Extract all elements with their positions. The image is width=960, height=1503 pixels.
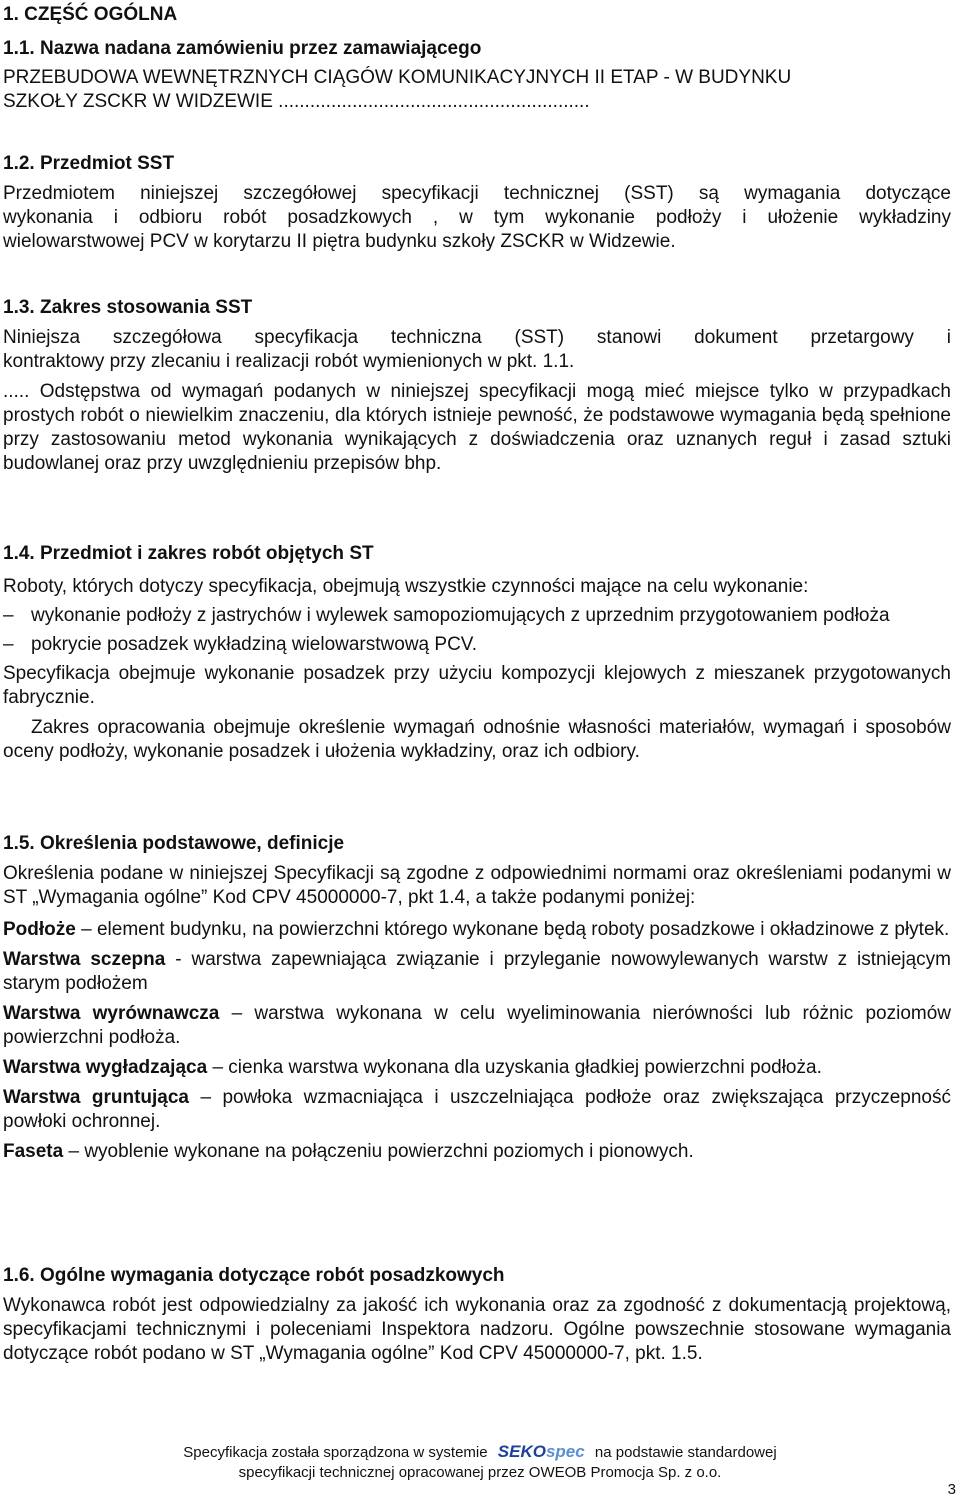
paragraph: Specyfikacja obejmuje wykonanie posadzek przy użyciu kompozycji klejowych z mieszanek przygotowanych fabrycznie. (3, 663, 951, 708)
sekospec-logo (498, 1442, 585, 1462)
definition-term: Warstwa wygładzająca (3, 1057, 208, 1078)
section-1-3 (3, 296, 951, 476)
section-1-1 (3, 37, 951, 114)
section-heading: 1.3. Zakres stosowania SST (3, 297, 253, 318)
paragraph: Roboty, których dotyczy specyfikacja, obejmują wszystkie czynności mające na celu wykonanie: (3, 576, 809, 597)
definition-term: Warstwa wyrównawcza (3, 1003, 220, 1024)
logo-part-spec: spec (545, 1442, 585, 1461)
definition-text: – element budynku, na powierzchni którego wykonane będą roboty posadzkowe i okładzinowe z płytek. (75, 919, 950, 940)
definition (3, 1086, 951, 1134)
list-item (3, 633, 951, 657)
page-number: 3 (947, 1481, 956, 1498)
list-item-text: pokrycie posadzek wykładziną wielowarstwową PCV. (31, 634, 477, 655)
contract-title-line: SZKOŁY ZSCKR W WIDZEWIE ........................................................... (3, 91, 590, 112)
section-1-5 (3, 832, 951, 1164)
definition-term: Podłoże (3, 919, 76, 940)
definition (3, 1002, 951, 1050)
section-heading: 1.1. Nazwa nadana zamówieniu przez zamawiającego (3, 38, 482, 59)
definition-text: – cienka warstwa wykonana dla uzyskania gładkiej powierzchni podłoża. (207, 1057, 822, 1078)
section-heading: 1.4. Przedmiot i zakres robót objętych ST (3, 543, 374, 564)
section-1-4 (3, 542, 951, 764)
section-heading: 1. CZĘŚĆ OGÓLNA (3, 4, 178, 25)
footer-text: na podstawie standardowej (594, 1444, 777, 1461)
definition (3, 918, 951, 942)
page-footer (0, 1442, 960, 1483)
paragraph: Wykonawca robót jest odpowiedzialny za jakość ich wykonania oraz za zgodność z dokumentacją projektową, specyfikacjami technicznymi i poleceniami Inspektora nadzoru. Ogólne powszechnie stosowane wymagania dotyczące robót podano w ST „Wymagania ogólne” Kod CPV 45000000-7, pkt. 1.5. (3, 1295, 951, 1364)
paragraph-line: Przedmiotem niniejszej szczegółowej specyfikacji technicznej (SST) są wymagania dotyczące (3, 183, 951, 204)
footer-line-2: specyfikacji technicznej opracowanej przez OWEOB Promocja Sp. z o.o. (238, 1464, 722, 1481)
definition (3, 1140, 951, 1164)
footer-text: Specyfikacja została sporządzona w systemie (183, 1444, 488, 1461)
section-heading: 1.5. Określenia podstawowe, definicje (3, 833, 345, 854)
section-heading: 1.2. Przedmiot SST (3, 153, 175, 174)
paragraph-line: kontraktowy przy zlecaniu i realizacji robót wymienionych w pkt. 1.1. (3, 351, 575, 372)
logo-part-seko: SEKO (497, 1442, 546, 1461)
definition-text: – warstwa wykonana w celu wyeliminowania nierówności lub różnic poziomów powierzchni podłoża. (3, 1003, 952, 1048)
contract-title-line: PRZEBUDOWA WEWNĘTRZNYCH CIĄGÓW KOMUNIKACYJNYCH II ETAP - W BUDYNKU (3, 67, 792, 88)
definition-term: Warstwa gruntująca (3, 1087, 189, 1108)
definition (3, 948, 951, 996)
section-1 (3, 3, 951, 27)
definition-text: – wyoblenie wykonane na połączeniu powierzchni poziomych i pionowych. (63, 1141, 694, 1162)
paragraph-line: wielowarstwowej PCV w korytarzu II piętra budynku szkoły ZSCKR w Widzewie. (3, 231, 676, 252)
definition-text: - warstwa zapewniająca związanie i przyleganie nowowylewanych warstw z istniejącym starym podłożem (3, 949, 951, 994)
list-item (3, 604, 951, 628)
definition-term: Faseta (3, 1141, 64, 1162)
list-item-text: wykonanie podłoży z jastrychów i wylewek samopoziomujących z uprzednim przygotowaniem podłoża (31, 605, 890, 626)
section-1-2 (3, 152, 951, 254)
paragraph: Zakres opracowania obejmuje określenie wymagań odnośnie własności materiałów, wymagań i sposobów oceny podłoży, wykonanie posadzek i ułożenia wykładziny, oraz ich odbiory. (3, 717, 951, 762)
paragraph-line: Niniejsza szczegółowa specyfikacja techniczna (SST) stanowi dokument przetargowy i (3, 327, 951, 348)
definition-term: Warstwa sczepna (3, 949, 166, 970)
dash-bullet: – (3, 634, 14, 655)
section-heading: 1.6. Ogólne wymagania dotyczące robót posadzkowych (3, 1265, 505, 1286)
paragraph-line: wykonania i odbioru robót posadzkowych , w tym wykonanie podłoży i ułożenie wykładziny (3, 207, 951, 228)
paragraph: Określenia podane w niniejszej Specyfikacji są zgodne z odpowiednimi normami oraz określeniami podanymi w ST „Wymagania ogólne” Kod CPV 45000000-7, pkt 1.4, a także podanymi poniżej: (3, 863, 951, 908)
paragraph: ..... Odstępstwa od wymagań podanych w niniejszej specyfikacji mogą mieć miejsce tylko w przypadkach prostych robót o niewielkim znaczeniu, dla których istnieje pewność, że podstawowe wymagania będą spełnione przy zastosowaniu metod wykonania wynikających z doświadczenia oraz uznanych reguł i zasad sztuki budowlanej oraz przy uwzględnieniu przepisów bhp. (3, 381, 951, 474)
section-1-6 (3, 1264, 951, 1366)
definition (3, 1056, 951, 1080)
footer-line-1 (0, 1442, 960, 1463)
dash-bullet: – (3, 605, 14, 626)
definition-text: – powłoka wzmacniająca i uszczelniająca podłoże oraz zwiększająca przyczepność powłoki ochronnej. (3, 1087, 951, 1132)
